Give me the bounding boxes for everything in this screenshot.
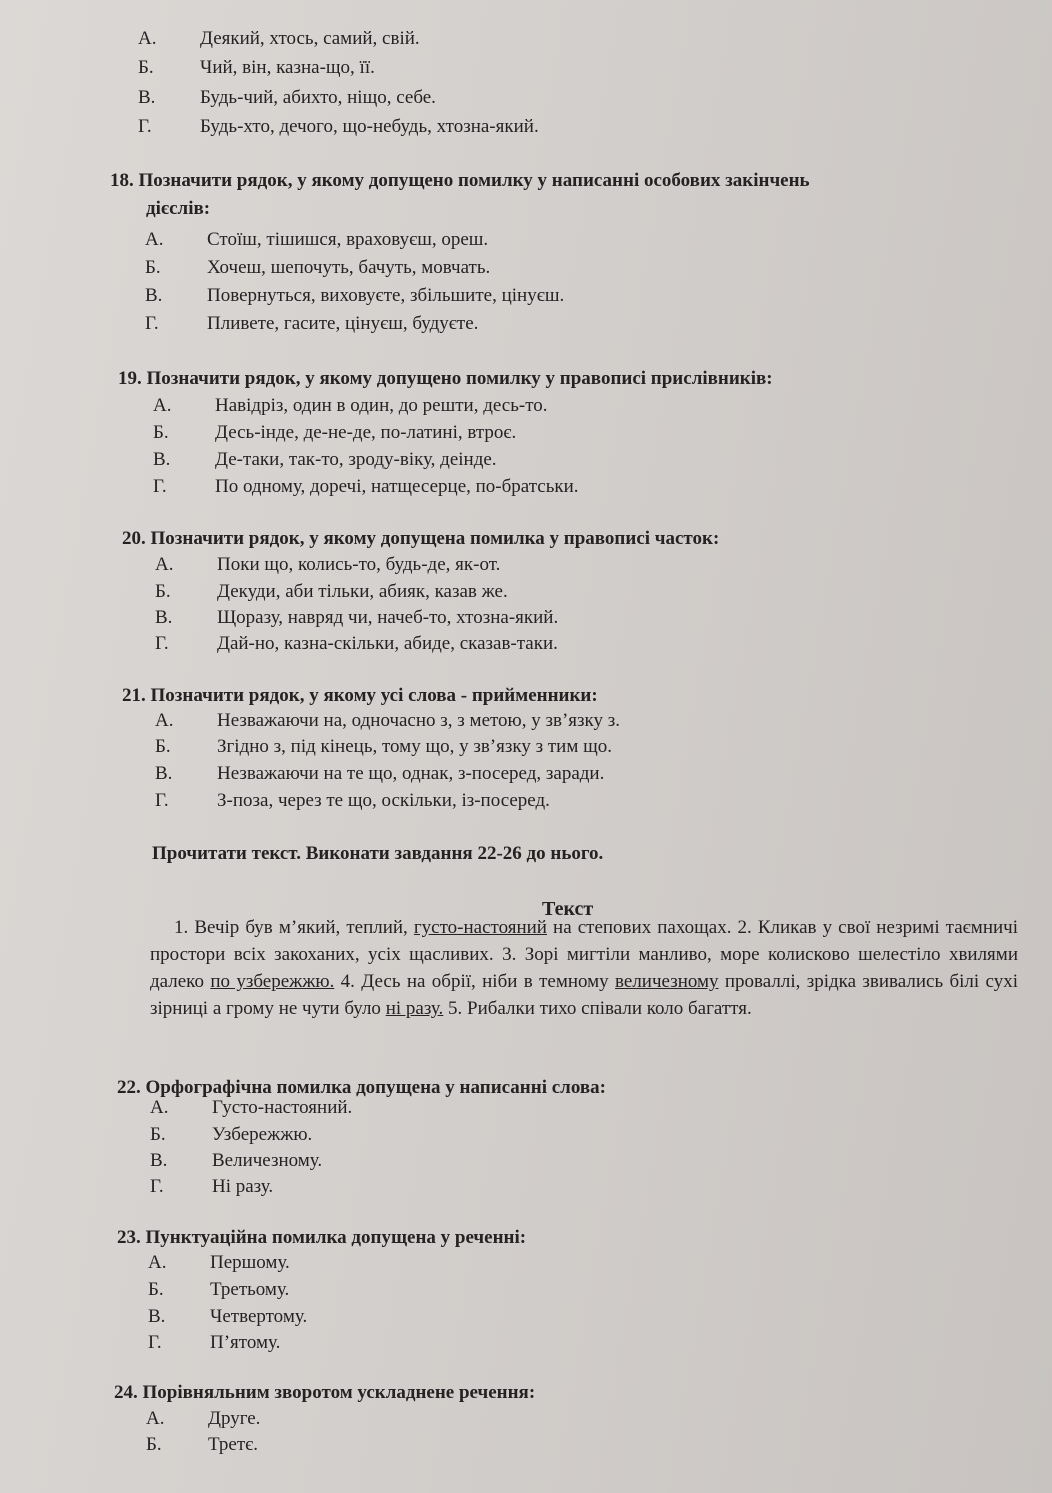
option-v: В. Повернуться, виховуєте, збільшите, цінуєш. <box>145 285 565 306</box>
question-title: 24. Порівняльним зворотом ускладнене речення: <box>114 1382 536 1403</box>
underlined-word: густо-настояний <box>413 917 547 938</box>
option-b: Б. Декуди, аби тільки, абияк, казав же. <box>155 581 508 602</box>
option-v: В. Де-таки, так-то, зроду-віку, деінде. <box>153 449 497 470</box>
option-g: Г. Пливете, гасите, цінуєш, будуєте. <box>145 313 479 334</box>
question-title: 23. Пунктуаційна помилка допущена у реченні: <box>117 1227 527 1248</box>
option-b: Б. Узбережжю. <box>150 1124 313 1145</box>
option-v: В. Будь-чий, абихто, ніщо, себе. <box>138 87 436 108</box>
option-a: А. Деякий, хтось, самий, свій. <box>138 28 420 49</box>
underlined-word: величезному <box>615 971 719 992</box>
question-title: 20. Позначити рядок, у якому допущена помилка у правописі часток: <box>122 528 720 549</box>
question-title: 18. Позначити рядок, у якому допущено помилку у написанні особових закінчень <box>110 170 810 191</box>
underlined-word: по узбережжю. <box>210 971 335 992</box>
question-title: 19. Позначити рядок, у якому допущено помилку у правописі прислівників: <box>118 368 773 389</box>
option-b: Б. Згідно з, під кінець, тому що, у зв’язку з тим що. <box>155 736 612 757</box>
option-g: Г. По одному, доречі, натщесерце, по-братськи. <box>153 476 579 497</box>
option-g: Г. Будь-хто, дечого, що-небудь, хтозна-який. <box>138 116 539 137</box>
option-a: А. Навідріз, один в один, до решти, десь-то. <box>153 395 548 416</box>
passage: 1. Вечір був м’який, теплий, густо-настояний на степових пахощах. 2. Кликав у свої незримі таємничі простори всіх закоханих, усіх щасливих. 3. Зорі мигтіли манливо, море колисково шелестіло хвилями далеко по узбережжю. 4. Десь на обрії, ніби в темному величезному проваллі, зрідка звивались білі сухі зірниці а грому не чути було ні разу. 5. Рибалки тихо співали коло багаття. <box>150 917 1018 1019</box>
option-v: В. Величезному. <box>150 1150 323 1171</box>
question-title: 21. Позначити рядок, у якому усі слова - прийменники: <box>122 685 598 706</box>
option-v: В. Четвертому. <box>148 1306 308 1327</box>
reading-instruction: Прочитати текст. Виконати завдання 22-26 до нього. <box>152 843 604 864</box>
option-b: Б. Десь-інде, де-не-де, по-латині, втроє. <box>153 422 517 443</box>
text-title: Текст <box>542 898 594 920</box>
question-title: 22. Орфографічна помилка допущена у написанні слова: <box>117 1077 606 1098</box>
option-g: Г. З-поза, через те що, оскільки, із-посеред. <box>155 790 550 811</box>
option-a: А. Першому. <box>148 1252 290 1273</box>
option-a: А. Незважаючи на, одночасно з, з метою, у зв’язку з. <box>155 710 621 731</box>
option-b: Б. Третє. <box>146 1434 259 1455</box>
underlined-word: ні разу. <box>385 998 444 1019</box>
option-a: А. Друге. <box>146 1408 261 1429</box>
question-title-continued: дієслів: <box>146 198 211 219</box>
option-b: Б. Хочеш, шепочуть, бачуть, мовчать. <box>145 257 491 278</box>
option-g: Г. Дай-но, казна-скільки, абиде, сказав-таки. <box>155 633 558 654</box>
option-g: Г. Ні разу. <box>150 1176 274 1197</box>
option-a: А. Поки що, колись-то, будь-де, як-от. <box>155 554 501 575</box>
option-a: А. Густо-настояний. <box>150 1097 353 1118</box>
option-a: А. Стоїш, тішишся, враховуєш, ореш. <box>145 229 489 250</box>
option-b: Б. Чий, він, казна-що, її. <box>138 57 375 78</box>
option-b: Б. Третьому. <box>148 1279 290 1300</box>
option-g: Г. П’ятому. <box>148 1332 281 1353</box>
option-v: В. Незважаючи на те що, однак, з-посеред, заради. <box>155 763 605 784</box>
option-v: В. Щоразу, навряд чи, начеб-то, хтозна-який. <box>155 607 559 628</box>
